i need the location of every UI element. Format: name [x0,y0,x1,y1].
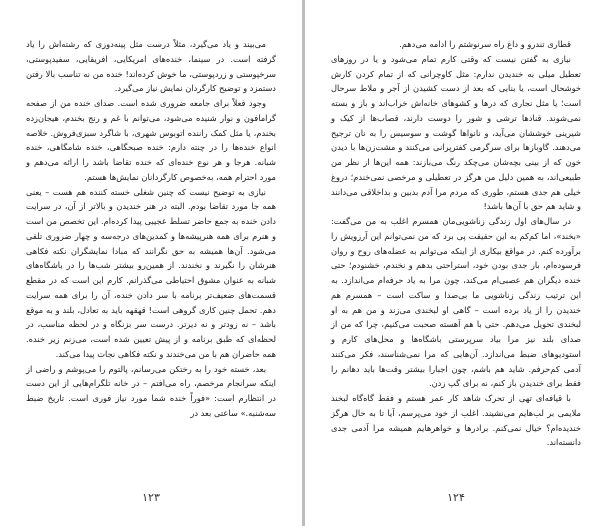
paragraph: نیازی به گفتن نیست که وقتی کارم تمام می‌شود و یا در روزهای تعطیل میلی به خندیدن ندارم: مثل کاوچرانی که از تمام کردن کارش خوشحال است، یا بنایی که بعد از دست کشیدن از آجر و ملاط سرحال است؛ یا مثل نجاری که درها و کشوهای خانه‌اش خراب‌اند و باز و بسته نمی‌شوند. قنادها ترشی و شور را دوست دارند، قصاب‌ها از کیک و شیرینی خوششان می‌آید، و نانواها گوشت و سوسیس را به نان ترجیح می‌دهند. گاوبازها برای سرگرمی کفترپرانی می‌کنند و مشت‌زن‌ها با دیدن خون که از بینی بچه‌شان می‌چکد رنگ می‌بازند: همه این‌ها از نظر من طبیعی‌اند، به همین دلیل من هرگز در تعطیلی و مرخصی نمی‌خندم؛ دروغ خیلی هم جدی هستم، طوری که مردم مرا آدم بدبین و بداخلاقی می‌دانند و شاید هم حق با آن‌ها باشد! [331,53,581,212]
right-page [305,0,607,526]
right-page-text [331,37,581,450]
paragraph: بعد، خسته خود را به رختکن می‌رسانم، پالتوم را می‌پوشم و راضی از اینکه سرانجام مرخصم، راه می‌افتم – در خانه تلگرام‌هایی از این دست در انتظارم است: «فوراً خنده شما مورد نیاز فوری است. تاریخ ضبط سه‌شنبه.» ساعتی بعد در [26,363,276,418]
paragraph: نیازی به توضیح نیست که چنین شغلی خسته کننده هم هست – یعنی همه جا مورد تقاضا بودم. البته در هنر خندیدن و بالاتر از آن، در سرایت دادن خنده به جمع حاضر تسلط عجیبی پیدا کرده‌ام. این تخصص من است و هنرم برای همه هنرپیشه‌ها و کمدین‌های درجه‌سه و چهار ضروری تلقی می‌شود. آن‌ها همیشه به حق نگرانند که مبادا نمایشگران نکته فکاهی هنرشان را نگیرند و نخندند. از همین‌رو بیشتر شب‌ها را در باشگاه‌های شبانه به عنوان مشوق احتیاطی می‌گذرانم. کارم این است که در مقطع قسمت‌های ضعیف‌تر برنامه با سر دادن خنده، آن را برای همه سرایت دهم. تحمل چنین کاری گروهی است! قهقهه باید به تعادل، بلند و به موقع باشد – نه زودتر و نه دیرتر. درست سر بزنگاه و در لحظه مناسب، در لحظه‌ای که طبق برنامه و از پیش تعیین شده است، می‌زنم زیر خنده. همه حاضران هم با من می‌خندند و نکته فکاهی نجات پیدا می‌کند. [26,186,276,359]
paragraph: وجود فعلاً برای جامعه ضروری شده است. صدای خنده من از صفحه گرامافون و نوار شنیده می‌شود، می‌توانم با غم و رنج بخندم، هیجان‌زده بخندم، یا مثل کمک راننده اتوبوس شهری، با شاگرد سبزی‌فروش. خلاصه انواع خنده‌ها را در چنته دارم: خنده صبحگاهی، خنده شامگاهی، خنده شبانه. هرجا و هر نوع خنده‌ای که خنده تقاضا باشد را ارائه می‌دهم و مورد احترام همه، به‌خصوص کارگردانان نمایش‌ها هستم. [26,98,276,182]
paragraph: با قیافه‌ای تهی از تحرک شاهد کار عمر هستم و فقط گاه‌گاه لبخند ملایمی بر لب‌هایم می‌نشیند. اغلب از خود می‌پرسم، آیا تا به حال هرگز خندیده‌ام؟ خیال نمی‌کنم. برادرها و خواهرهایم همیشه مرا آدمی جدی دانسته‌اند. [331,393,581,448]
paragraph: در سال‌های اول زندگی زناشویی‌مان همسرم اغلب به من می‌گفت: «بخند»، اما کم‌کم به این حقیقت پی برد که من نمی‌توانم این آرزویش را برآورده کنم. در مواقع بیکاری از اینکه می‌توانم به عضله‌های روح و روان فرسوده‌ام، بار جدی بودن خود، استراحتی بدهم و نخندم، خشنودم؛ حتی خنده دیگران هم عصبی‌ام می‌کند، چون مرا به یاد حرفه‌ام می‌اندازد. به این ترتیب زندگی زناشویی ما بی‌صدا و ساکت است – همسرم هم خندیدن را از یاد برده است – گاهی او لبخندی می‌زند و من هم به او لبخندی تحویل می‌دهم. حتی با هم آهسته صحبت می‌کنیم، چرا که من از صدای بلند نیز مرا بیاد سرپرستی باشگاه‌ها و محل‌های کارم و استودیوهای ضبط می‌اندازد. آن‌هایی که مرا نمی‌شناسند، فکر می‌کنند آدمی کم‌حرفم. شاید هم باشم، چون اجبارا بیشتر وقت‌ها باید دهانم را فقط برای خندیدن باز کنم، نه برای گپ زدن. [331,216,581,389]
paragraph: می‌بیند و یاد می‌گیرد، مثلاً درست مثل پینه‌دوزی که رشته‌اش را یاد گرفته است. در سینما، خنده‌های امریکایی، افریقایی، سفیدپوستی، سرخپوستی و زردپوستی، ما خوش کرده‌اند! خنده من نه تناسب بالا رفتن دستمزد و توضیح کارگردان نمایش نیاز می‌گیرد. [26,39,276,94]
page-number: ۱۲۴ [447,491,465,504]
page-number: ۱۲۳ [142,491,160,504]
paragraph: قطاری تندرو و داغ راه سرنوشتم را ادامه می‌دهم. [399,39,571,49]
left-page [0,0,302,526]
left-page-text [26,37,276,421]
